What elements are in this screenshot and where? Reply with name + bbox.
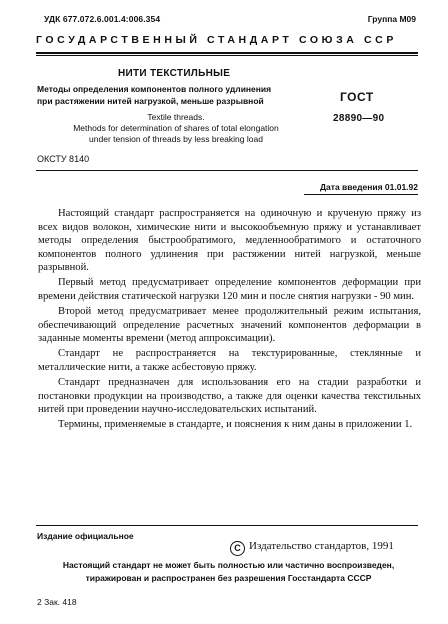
header-rule-thin <box>36 55 418 56</box>
body-paragraph: Настоящий стандарт распространяется на одиночную и крученую пряжу из всех видов волокон, химические нити и высокообъемную пряжу и устанавливает методы определения быстрообратимого, медленнообратимого и остаточного компонентов полного удлинения при растяжении нитей нагрузкой, меньше разрывной. <box>38 208 421 274</box>
russian-subtitle <box>37 83 307 107</box>
english-title <box>36 112 316 145</box>
effective-date-underline <box>304 194 418 195</box>
state-standard-banner: ГОСУДАРСТВЕННЫЙ СТАНДАРТ СОЮЗА ССР <box>36 34 397 46</box>
gost-number: 28890—90 <box>333 113 385 124</box>
body-paragraph: Первый метод предусматривает определение компонентов деформации при времени действия статической нагрузки 120 мин и после снятия нагрузки - 90 мин. <box>38 277 421 303</box>
russian-subtitle-line-2: при растяжении нитей нагрузкой, меньше разрывной <box>37 96 264 106</box>
body-paragraph: Стандарт не распространяется на текстурированные, стеклянные и металлические нити, а также асбестовую пряжу. <box>38 348 421 374</box>
reproduction-notice <box>36 559 421 585</box>
body-text <box>38 207 421 434</box>
effective-date: Дата введения 01.01.92 <box>320 182 418 192</box>
body-paragraph: Второй метод предусматривает менее продолжительный режим испытания, обеспечивающий определение расчетных значений компонентов деформации в заданные моменты времени (метод аппроксимации). <box>38 306 421 345</box>
group-code: Группа М09 <box>367 14 416 24</box>
gost-label: ГОСТ <box>340 90 374 104</box>
copyright-line <box>230 540 394 556</box>
english-title-line-2: Methods for determination of shares of total elongation <box>73 123 279 133</box>
english-title-line-1: Textile threads. <box>147 112 205 122</box>
document-title: НИТИ ТЕКСТИЛЬНЫЕ <box>118 68 231 79</box>
footer-rule <box>36 525 418 526</box>
body-paragraph: Стандарт предназначен для использования его на стадии разработки и постановки продукции на производство, а также для оценки качества текстильных нитей при проведении научно-исследовательских испытаний. <box>38 377 421 416</box>
notice-line-1: Настоящий стандарт не может быть полностью или частично воспроизведен, <box>62 560 395 570</box>
body-paragraph: Термины, применяемые в стандарте, и пояснения к ним даны в приложении 1. <box>58 419 413 431</box>
okstu-rule <box>36 170 418 171</box>
order-number: 2 Зак. 418 <box>37 597 77 607</box>
copyright-text: Издательство стандартов, 1991 <box>249 540 394 552</box>
notice-line-2: тиражирован и распространен без разрешения Госстандарта СССР <box>85 573 372 583</box>
russian-subtitle-line-1: Методы определения компонентов полного удлинения <box>37 84 272 94</box>
copyright-icon: C <box>230 541 245 556</box>
official-edition-label: Издание официальное <box>37 531 134 541</box>
header-rule-thick <box>36 52 418 54</box>
udk-code: УДК 677.072.6.001.4:006.354 <box>44 14 161 24</box>
english-title-line-3: under tension of threads by less breaking load <box>89 134 263 144</box>
okstu-code: ОКСТУ 8140 <box>37 154 90 164</box>
